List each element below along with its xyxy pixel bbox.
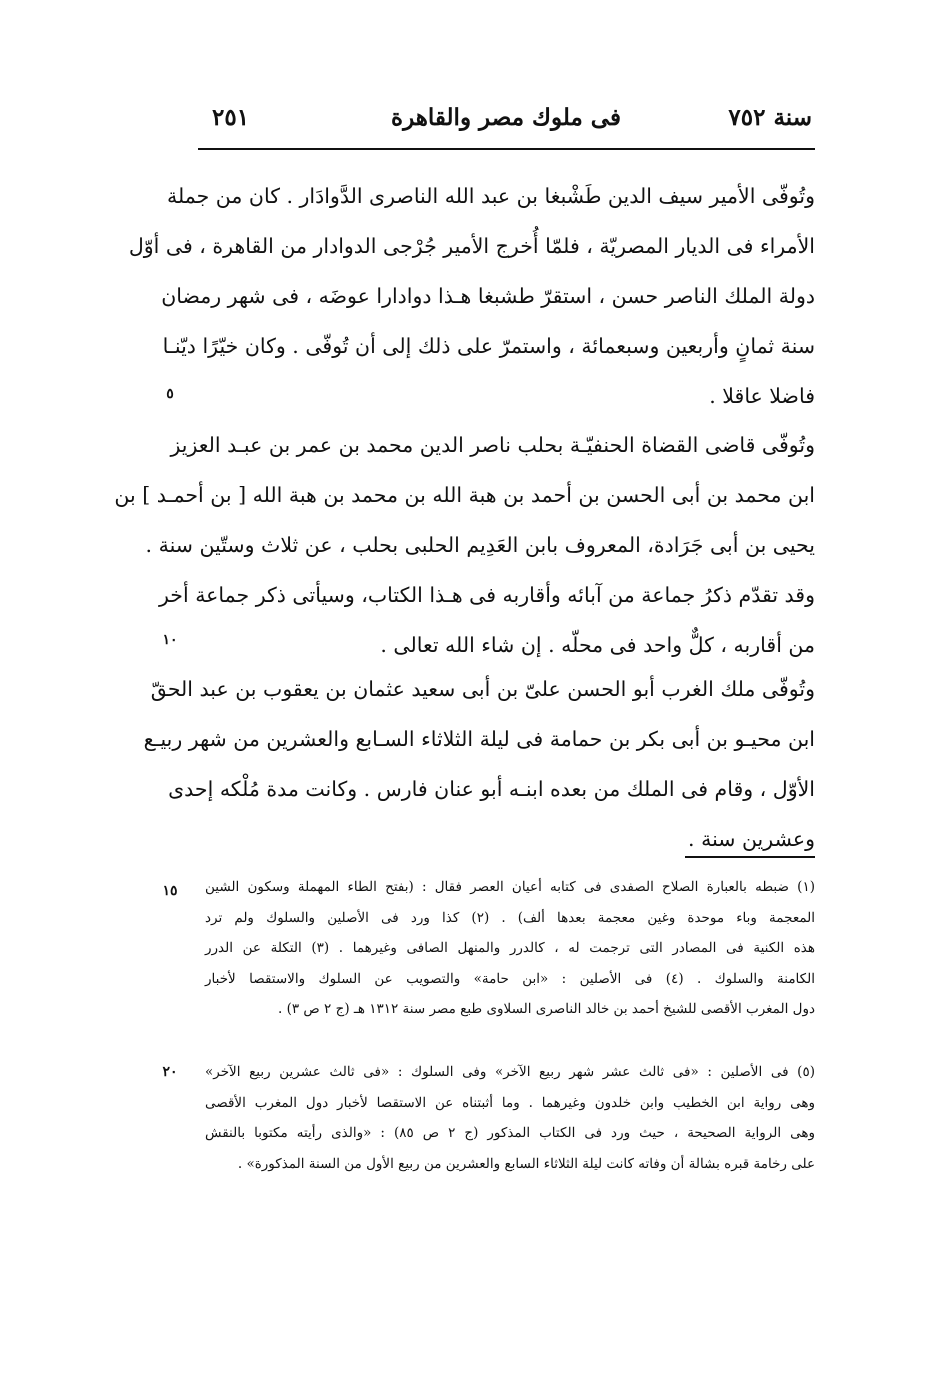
body-line: وتُوفّى الأمير سيف الدين طَشْبغا بن عبد الله الناصرى الدَّوادَار . كان من جملة [166,184,815,208]
body-line: الأوّل ، وقام فى الملك من بعده ابنـه أبو عنان فارس . وكانت مدة مُلْكه إحدى [168,777,815,801]
header-title: فى ملوك مصر والقاهرة [391,104,621,131]
page-number: ٢٥١ [212,104,250,131]
footnote-line: على رخامة قبره بشالة أن وفاته كانت ليلة الثلاثاء السابع والعشرين من ربيع الأول من السنة المذكورة» . [237,1155,815,1172]
body-line: دولة الملك الناصر حسن ، استقرّ طشبغا هـذا دوادارا عوضَه ، فى شهر رمضان [161,284,815,308]
body-paragraph-1 [128,171,815,421]
footnote-line: وهى رواية ابن الخطيب وابن خلدون وغيرهما . وما أثبتناه عن الاستقصا لأخبار دول المغرب الأقصى [205,1094,815,1111]
body-line: الأمراء فى الديار المصريّة ، فلمّا أُخرج الأمير جُرْجى الدوادار من القاهرة ، فى أوّل [128,234,815,258]
body-line: وتُوفّى ملك الغرب أبو الحسن علىّ بن أبى سعيد عثمان بن يعقوب بن عبد الحقّ [150,677,815,701]
footnotes-group-2 [205,1057,815,1179]
footnote-line: هذه الكنية فى المصادر التى ترجمت له ، كالدرر والمنهل الصافى وغيرهما . (٣) التكلة عن الدرر [205,940,815,956]
running-header [200,100,812,140]
body-line: ابن محمد بن أبى الحسن بن أحمد بن هبة الله بن محمد بن هبة الله [ بن أحمـد ] بن [114,483,815,507]
footnote-rule [685,856,815,858]
margin-line-number: ٢٠ [162,1064,178,1080]
body-line: وقد تقدّم ذكرُ جماعة من آبائه وأقاربه فى هـذا الكتاب، وسيأتى ذكر جماعة أخر [159,583,815,607]
body-line: سنة ثمانٍ وأربعين وسبعمائة ، واستمرّ على ذلك إلى أن تُوفّى . وكان خيّرًا ديّنـا [162,334,815,358]
body-line: ابن محيـو بن أبى بكر بن حمامة فى ليلة الثلاثاء السـابع والعشرين من شهر ربيـع [143,727,815,751]
footnote-line: (٥) فى الأصلين : «فى ثالث عشر شهر ربيع الآخر» وفى السلوك : «فى ثالث عشرين ربيع الآخر» [205,1064,815,1080]
body-line: من أقاربه ، كلٌّ واحد فى محلّه . إن شاء الله تعالى . [380,633,815,657]
margin-line-number: ١٥ [162,883,178,899]
body-line: فاضلا عاقلا . [709,384,815,408]
footnotes-group-1 [205,872,815,1025]
body-paragraph-3 [143,664,815,864]
margin-line-number: ٥ [166,386,174,402]
header-year: سنة ٧٥٢ [728,104,812,131]
margin-line-number: ١٠ [162,632,178,648]
header-rule [198,148,815,150]
footnote-line: وهى الرواية الصحيحة ، حيث ورد فى الكتاب المذكور (ج ٢ ص ٨٥) : «والذى رأيته مكتوبا بالنقش [205,1125,816,1141]
footnote-line: الكامنة والسلوك . (٤) فى الأصلين : «ابن حامة» والتصويب عن السلوك والاستقصا لأخبار [205,970,815,987]
footnote-line: دول المغرب الأقصى للشيخ أحمد بن خالد الناصرى السلاوى طبع مصر سنة ١٣١٢ هـ (ج ٢ ص ٣) . [278,1001,815,1017]
footnote-line: (١) ضبطه بالعبارة الصلاح الصفدى فى كتابه أعيان العصر فقال : (بفتح الطاء المهملة وسكون الشين [205,879,815,895]
body-line: وعشرين سنة . [688,827,815,851]
footnote-line: المعجمة وباء موحدة وغين معجمة بعدها ألف) . (٢) كذا ورد فى الأصلين والسلوك ولم ترد [205,909,816,926]
body-line: يحيى بن أبى جَرَادة، المعروف بابن العَدِيم الحلبى بحلب ، عن ثلاث وستّين سنة . [145,533,815,557]
body-line: وتُوفّى قاضى القضاة الحنفيّـة بحلب ناصر الدين محمد بن عمر بن عبـد العزيز [170,433,815,457]
